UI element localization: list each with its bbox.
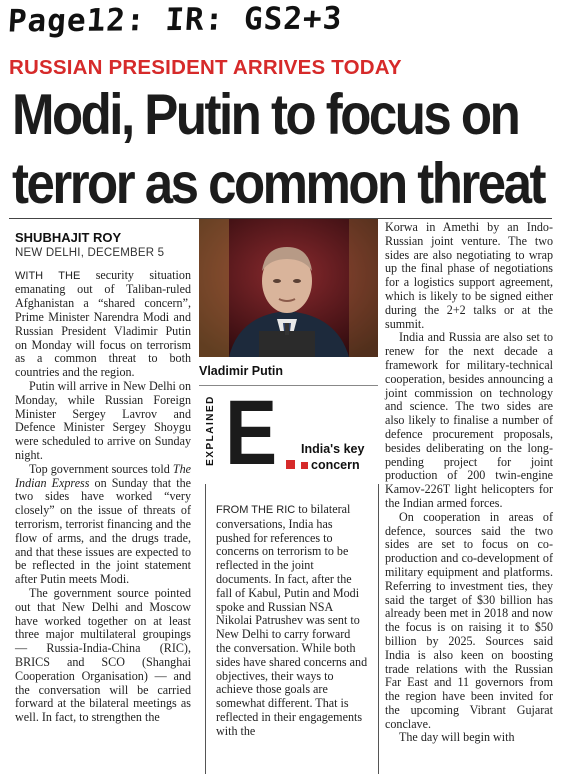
kicker: RUSSIAN PRESIDENT ARRIVES TODAY [9,56,402,79]
paragraph: The government source pointed out that New Delhi and Moscow have worked together on at least three major multilateral groupings — Russia-India-China (RIC), BRICS and SCO (Shanghai Cooperation Organisation) — and the conversation will be carried forward at the bilateral meetings as well. In fact, to strengthen the [15,585,191,725]
lead-in: WITH THE [15,269,81,282]
headline-line-2: terror as common threat [12,151,544,216]
paragraph [15,269,191,380]
explained-body [216,503,368,739]
article-column-3 [385,221,553,745]
paragraph-text: on Sunday that the two sides have worked “very closely” on the issue of threats of terrorism, terrorist financing and the flow of arms, and the drugs trade, and that these issues are expected to be reflected in the joint statement after Putin meets Modi. [15,475,191,587]
paragraph: Korwa in Amethi by an Indo-Russian joint venture. The two sides are also negotiating to wrap up the final phase of negotiations for a logistics support agreement, which is likely to be signed either during the 2+2 talks or at the summit. [385,220,553,331]
dateline: NEW DELHI, DECEMBER 5 [15,246,165,259]
byline-author: SHUBHAJIT ROY [15,230,122,245]
paragraph [15,463,191,587]
photo-caption: Vladimir Putin [199,364,284,378]
paragraph-text: security situation emanating out of Taliban-ruled Afghanistan a “shared concern”, Prime Minister Narendra Modi and Russian President Vladimir Putin on Monday will focus on terrorism as a common threat to both countries and the region. [15,267,191,380]
paragraph: On cooperation in areas of defence, sources said the two sides are set to focus on co-production and co-development of military equipment and platforms. Referring to investment ties, they said the target of $30 billion has already been met in 2018 and now the focus is on raising it to $50 billion by 2025. Sources said India is also keen on boosting trade relations with the Russian Far East and 11 governors from the region have been invited for the upcoming Vibrant Gujarat conclave. [385,509,553,731]
headline [12,80,557,219]
lead-in: FROM THE RIC [216,504,296,516]
handwritten-annotation: Page12: IR: GS2+3 [6,0,344,40]
explained-title-line-2-text: concern [311,458,360,472]
paragraph: Putin will arrive in New Delhi on Monday, while Russian Foreign Minister Sergey Lavrov and Defence Minister Sergey Shoygu were scheduled to arrive on Sunday night. [15,378,191,462]
explained-big-e: E [225,382,278,484]
paragraph-text: to bilateral conversations, India has pushed for references to concerns on terrorism to be reflected in the joint documents. In fact, after the fall of Kabul, Putin and Modi spoke and Russian NSA Nikolai Patrushev was sent to New Delhi to carry forward the conversation. While both sides have shared concerns and objectives, their ways to achieve those goals are somewhat different. That is reflected in their engagements with the [216,502,368,738]
putin-portrait-image [199,219,378,357]
explained-title-line-2 [301,457,364,473]
paragraph-text: Top government sources told [29,461,173,476]
explained-title-line-1: India's key [301,442,365,456]
explained-title [301,441,364,473]
explained-label [201,397,217,469]
explained-label-text: EXPLAINED [204,395,216,466]
publication-name: The Indian Express [15,461,191,490]
article-column-1 [15,231,191,725]
headline-line-1: Modi, Putin to focus on [12,82,519,147]
putin-photo [199,219,378,357]
paragraph: The day will begin with [399,730,515,745]
red-square-icon [286,460,295,469]
paragraph: India and Russia are also set to renew for the next decade a framework for military-technical cooperation, besides announcing a joint commission on technology and science. The two sides are also likely to finalise a number of defence procurement proposals, besides deliberating on the long-pending project for joint production of 200 twin-engine Kamov-226T light helicopters for the Indian armed forces. [385,330,553,510]
explained-header [201,382,377,487]
red-bullet-icon [301,462,308,469]
paragraph [216,503,368,739]
